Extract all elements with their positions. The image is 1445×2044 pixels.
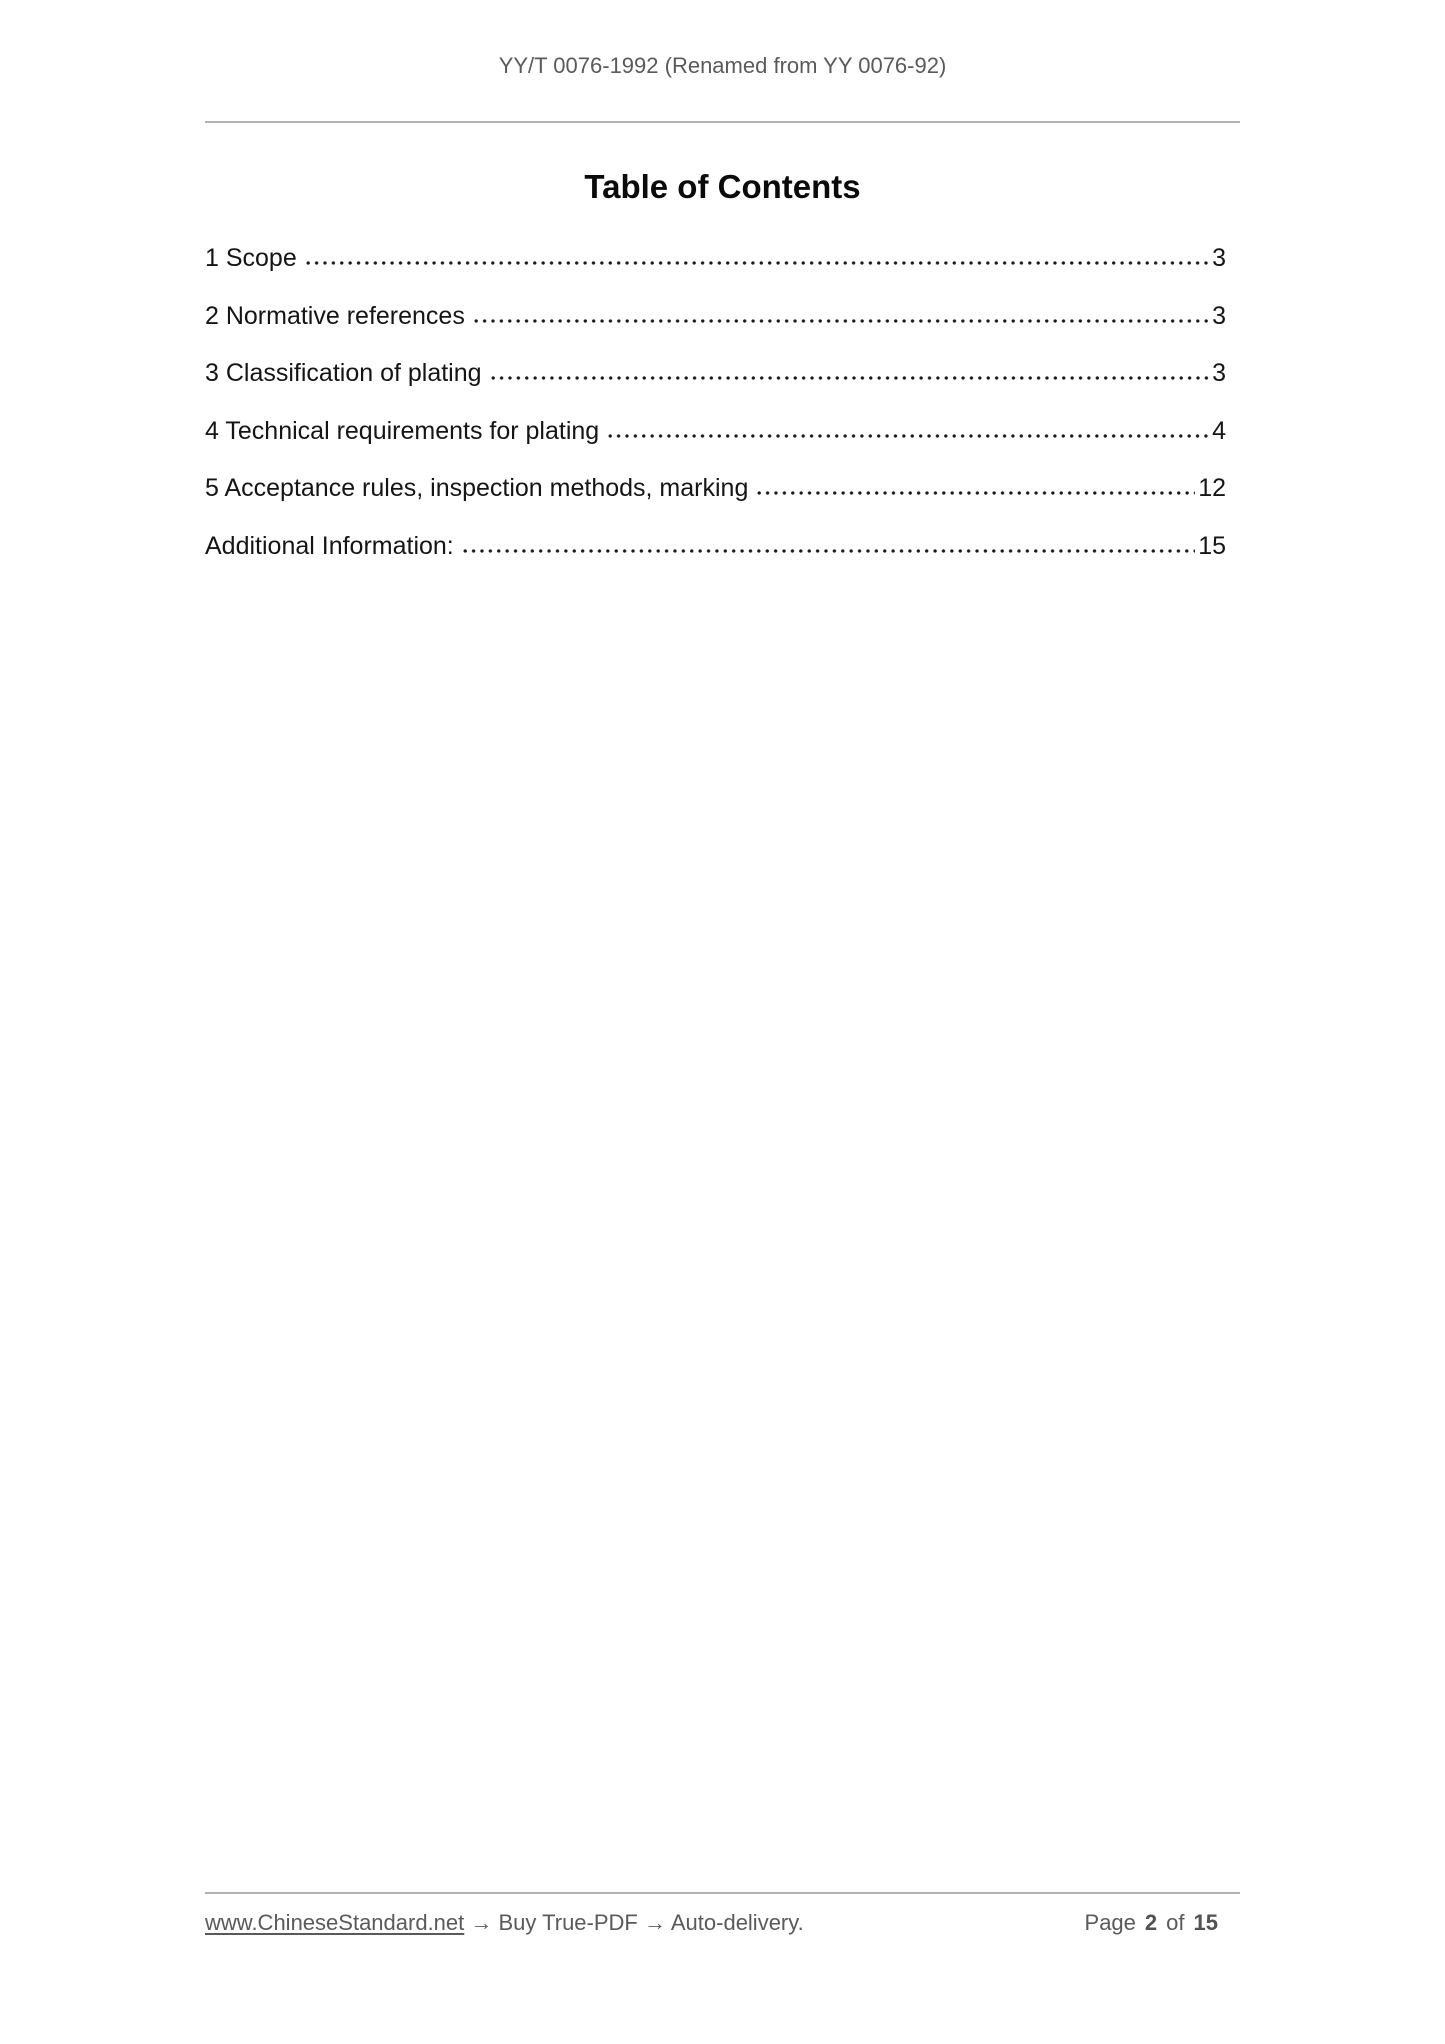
- toc-entry: [205, 518, 1240, 576]
- document-header-title: YY/T 0076-1992 (Renamed from YY 0076-92): [498, 53, 947, 78]
- toc-entry-label: 4 Technical requirements for plating: [205, 416, 600, 445]
- toc-title: Table of Contents: [584, 168, 861, 205]
- toc-entry-page: 3: [1212, 359, 1226, 388]
- toc-entry: [205, 288, 1240, 346]
- toc-entry-label: 5 Acceptance rules, inspection methods, marking: [205, 474, 749, 503]
- table-of-contents: [205, 230, 1240, 576]
- toc-dot-leader: [304, 260, 1209, 266]
- page-indicator-current: 2: [1144, 1910, 1158, 1935]
- page-indicator: [1085, 1910, 1218, 1936]
- toc-entry: [205, 345, 1240, 403]
- toc-entry-page: 4: [1212, 416, 1226, 445]
- toc-entry: [205, 460, 1240, 518]
- toc-entry-label: Additional Information:: [205, 531, 454, 560]
- header-divider: [205, 121, 1240, 123]
- toc-entry-page: 12: [1198, 474, 1226, 503]
- toc-dot-leader: [472, 318, 1209, 324]
- footer-site-link[interactable]: www.ChineseStandard.net: [205, 1910, 465, 1935]
- page-indicator-of-label: of: [1166, 1910, 1185, 1935]
- toc-entry: [205, 403, 1240, 461]
- toc-entry-label: 2 Normative references: [205, 301, 465, 330]
- footer-delivery-text: → Buy True-PDF → Auto-delivery.: [464, 1910, 804, 1935]
- toc-entry-label: 3 Classification of plating: [205, 359, 482, 388]
- page-indicator-total: 15: [1193, 1910, 1218, 1935]
- toc-dot-leader: [606, 433, 1209, 439]
- toc-entry-label: 1 Scope: [205, 244, 297, 272]
- toc-entry-page: 15: [1198, 531, 1226, 560]
- toc-dot-leader: [755, 490, 1195, 496]
- page-footer: [205, 1910, 1240, 1936]
- toc-dot-leader: [461, 548, 1195, 554]
- footer-divider: [205, 1892, 1240, 1894]
- page-indicator-label: Page: [1084, 1910, 1136, 1935]
- toc-entry: [205, 230, 1240, 288]
- toc-entry-page: 3: [1212, 301, 1226, 330]
- toc-dot-leader: [489, 375, 1210, 381]
- toc-entry-page: 3: [1212, 244, 1226, 272]
- footer-delivery-line: [205, 1910, 804, 1936]
